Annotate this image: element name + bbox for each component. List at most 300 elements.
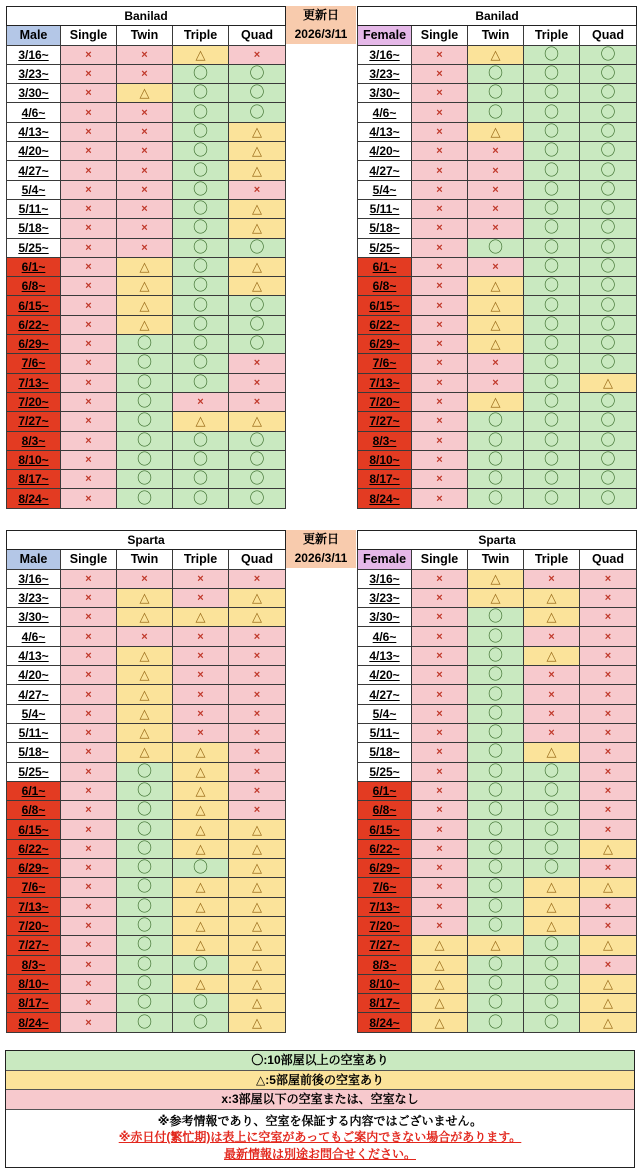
availability-single: ×	[61, 685, 117, 704]
table-row	[358, 897, 637, 916]
table-row	[358, 277, 637, 296]
week-date: 6/8~	[7, 801, 61, 820]
table-row	[7, 412, 286, 431]
availability-twin: ×	[117, 180, 173, 199]
week-date: 4/6~	[7, 103, 61, 122]
week-date: 7/27~	[7, 412, 61, 431]
availability-twin: 〇	[468, 916, 524, 935]
availability-twin: △	[117, 685, 173, 704]
availability-twin: △	[117, 296, 173, 315]
table-row	[358, 219, 637, 238]
week-date: 3/16~	[358, 45, 412, 64]
availability-quad: △	[580, 839, 637, 858]
availability-single: ×	[61, 45, 117, 64]
availability-quad: ×	[580, 569, 637, 588]
availability-quad: ×	[580, 781, 637, 800]
week-date: 5/11~	[7, 723, 61, 742]
availability-twin: △	[468, 588, 524, 607]
availability-quad: 〇	[229, 315, 286, 334]
week-date: 7/6~	[7, 878, 61, 897]
availability-quad: ×	[229, 685, 286, 704]
availability-single: ×	[61, 1013, 117, 1032]
availability-quad: △	[229, 588, 286, 607]
week-date: 7/20~	[7, 916, 61, 935]
availability-single: △	[412, 936, 468, 955]
week-date: 8/3~	[358, 431, 412, 450]
availability-twin: 〇	[468, 859, 524, 878]
availability-twin: 〇	[117, 450, 173, 469]
availability-single: ×	[61, 122, 117, 141]
availability-twin: △	[117, 723, 173, 742]
availability-triple: △	[524, 916, 580, 935]
availability-triple: ×	[524, 666, 580, 685]
availability-twin: 〇	[468, 238, 524, 257]
availability-triple: 〇	[524, 180, 580, 199]
week-date: 8/17~	[7, 994, 61, 1013]
week-date: 5/11~	[7, 199, 61, 218]
table-title: Sparta	[358, 531, 637, 550]
availability-quad: ×	[229, 801, 286, 820]
table-row	[7, 373, 286, 392]
availability-triple: 〇	[524, 354, 580, 373]
table-row	[358, 916, 637, 935]
availability-triple: △	[173, 974, 229, 993]
table-row	[7, 588, 286, 607]
availability-twin: ×	[117, 45, 173, 64]
week-date: 4/13~	[358, 122, 412, 141]
availability-twin: 〇	[468, 704, 524, 723]
availability-quad: ×	[580, 801, 637, 820]
availability-quad: ×	[580, 897, 637, 916]
update-label: 更新日	[302, 532, 339, 546]
availability-triple: ×	[173, 569, 229, 588]
week-date: 4/20~	[358, 666, 412, 685]
availability-twin: 〇	[117, 781, 173, 800]
availability-single: ×	[412, 685, 468, 704]
availability-quad: △	[229, 897, 286, 916]
availability-single: ×	[61, 199, 117, 218]
availability-quad: ×	[580, 627, 637, 646]
availability-quad: 〇	[229, 489, 286, 508]
availability-twin: 〇	[117, 762, 173, 781]
availability-single: ×	[61, 392, 117, 411]
week-date: 4/13~	[7, 646, 61, 665]
availability-single: ×	[61, 723, 117, 742]
legend-unavailable: x:3部屋以下の空室または、空室なし	[6, 1090, 634, 1110]
availability-quad: ×	[229, 354, 286, 373]
table-row	[7, 839, 286, 858]
availability-triple: 〇	[173, 335, 229, 354]
availability-triple: 〇	[524, 238, 580, 257]
availability-quad: △	[580, 878, 637, 897]
table-row	[358, 354, 637, 373]
note-reference: ※参考情報であり、空室を保証する内容ではございません。	[157, 1113, 483, 1128]
table-title: Banilad	[7, 7, 286, 26]
week-date: 3/16~	[358, 569, 412, 588]
week-date: 5/4~	[7, 704, 61, 723]
availability-twin: △	[117, 646, 173, 665]
week-date: 8/24~	[7, 1013, 61, 1032]
table-row	[7, 335, 286, 354]
availability-single: ×	[412, 45, 468, 64]
week-date: 5/25~	[7, 762, 61, 781]
availability-quad: ×	[229, 373, 286, 392]
availability-twin: 〇	[468, 723, 524, 742]
week-date: 6/22~	[358, 839, 412, 858]
availability-twin: 〇	[117, 839, 173, 858]
availability-quad: ×	[580, 762, 637, 781]
availability-quad: 〇	[580, 84, 637, 103]
table-row	[358, 588, 637, 607]
table-row	[358, 142, 637, 161]
availability-single: ×	[61, 489, 117, 508]
availability-triple: 〇	[524, 122, 580, 141]
week-date: 5/25~	[358, 238, 412, 257]
availability-twin: 〇	[117, 412, 173, 431]
availability-single: ×	[61, 859, 117, 878]
table-row	[358, 199, 637, 218]
week-date: 5/18~	[358, 743, 412, 762]
availability-single: ×	[412, 450, 468, 469]
table-row	[7, 431, 286, 450]
availability-quad: 〇	[580, 257, 637, 276]
availability-quad: 〇	[580, 431, 637, 450]
week-date: 7/20~	[358, 392, 412, 411]
availability-quad: △	[229, 199, 286, 218]
table-row	[7, 743, 286, 762]
table-row	[7, 627, 286, 646]
availability-quad: 〇	[580, 450, 637, 469]
availability-twin: 〇	[117, 392, 173, 411]
table-row	[7, 277, 286, 296]
availability-single: ×	[61, 257, 117, 276]
table-row	[358, 743, 637, 762]
table-row	[358, 315, 637, 334]
week-date: 6/15~	[358, 820, 412, 839]
availability-single: ×	[61, 354, 117, 373]
availability-triple: 〇	[524, 955, 580, 974]
availability-single: ×	[412, 238, 468, 257]
availability-single: ×	[412, 296, 468, 315]
availability-single: ×	[61, 974, 117, 993]
availability-twin: △	[117, 743, 173, 762]
availability-twin: 〇	[468, 608, 524, 627]
table-row	[7, 897, 286, 916]
table-row	[7, 84, 286, 103]
availability-single: △	[412, 974, 468, 993]
availability-triple: 〇	[173, 1013, 229, 1032]
table-row	[358, 1013, 637, 1032]
availability-quad: ×	[229, 704, 286, 723]
availability-triple: 〇	[524, 801, 580, 820]
week-date: 6/8~	[358, 277, 412, 296]
availability-single: ×	[412, 277, 468, 296]
availability-twin: 〇	[117, 955, 173, 974]
week-date: 7/20~	[7, 392, 61, 411]
availability-single: ×	[412, 743, 468, 762]
availability-triple: △	[524, 646, 580, 665]
availability-quad: 〇	[580, 142, 637, 161]
table-row	[358, 412, 637, 431]
week-date: 7/27~	[7, 936, 61, 955]
week-date: 8/3~	[358, 955, 412, 974]
table-row	[358, 84, 637, 103]
table-row	[7, 685, 286, 704]
table-row	[7, 801, 286, 820]
table-row	[358, 103, 637, 122]
availability-twin: △	[468, 277, 524, 296]
availability-single: ×	[61, 315, 117, 334]
availability-triple: 〇	[524, 257, 580, 276]
availability-quad: 〇	[229, 296, 286, 315]
availability-triple: 〇	[524, 762, 580, 781]
availability-twin: △	[117, 277, 173, 296]
availability-single: ×	[412, 64, 468, 83]
availability-triple: △	[173, 936, 229, 955]
column-header-single: Single	[412, 26, 468, 45]
week-date: 8/3~	[7, 431, 61, 450]
table-row	[358, 936, 637, 955]
availability-quad: △	[229, 936, 286, 955]
availability-single: ×	[412, 916, 468, 935]
table-row	[358, 608, 637, 627]
availability-triple: 〇	[524, 84, 580, 103]
availability-triple: 〇	[173, 315, 229, 334]
week-date: 4/27~	[358, 685, 412, 704]
table-row	[358, 45, 637, 64]
availability-triple: 〇	[524, 219, 580, 238]
availability-twin: 〇	[468, 1013, 524, 1032]
availability-triple: 〇	[524, 839, 580, 858]
availability-single: ×	[61, 238, 117, 257]
availability-twin: 〇	[117, 470, 173, 489]
availability-twin: 〇	[117, 897, 173, 916]
availability-triple: 〇	[173, 257, 229, 276]
availability-triple: 〇	[524, 392, 580, 411]
table-row	[358, 801, 637, 820]
week-date: 6/15~	[7, 820, 61, 839]
availability-triple: 〇	[173, 354, 229, 373]
week-date: 5/11~	[358, 199, 412, 218]
availability-quad: △	[229, 161, 286, 180]
availability-quad: 〇	[229, 103, 286, 122]
table-row	[358, 257, 637, 276]
availability-quad: 〇	[229, 470, 286, 489]
table-row	[358, 431, 637, 450]
availability-triple: 〇	[173, 142, 229, 161]
availability-triple: 〇	[524, 489, 580, 508]
banilad-female-table	[357, 6, 637, 509]
table-row	[7, 1013, 286, 1032]
week-date: 4/20~	[7, 142, 61, 161]
availability-triple: △	[524, 588, 580, 607]
week-date: 8/10~	[358, 974, 412, 993]
availability-single: ×	[412, 354, 468, 373]
week-date: 7/6~	[358, 354, 412, 373]
availability-triple: △	[173, 897, 229, 916]
table-row	[7, 354, 286, 373]
availability-triple: △	[173, 743, 229, 762]
week-date: 5/4~	[358, 180, 412, 199]
availability-quad: 〇	[580, 296, 637, 315]
week-date: 6/22~	[358, 315, 412, 334]
table-row	[358, 569, 637, 588]
week-date: 4/20~	[358, 142, 412, 161]
availability-triple: 〇	[524, 820, 580, 839]
availability-triple: △	[173, 608, 229, 627]
availability-single: ×	[61, 373, 117, 392]
availability-quad: △	[229, 122, 286, 141]
column-header-quad: Quad	[229, 26, 286, 45]
availability-quad: 〇	[229, 84, 286, 103]
availability-twin: 〇	[468, 84, 524, 103]
availability-twin: 〇	[468, 897, 524, 916]
availability-triple: △	[173, 781, 229, 800]
availability-triple: △	[173, 412, 229, 431]
availability-quad: 〇	[580, 412, 637, 431]
availability-single: ×	[412, 335, 468, 354]
availability-single: ×	[61, 335, 117, 354]
availability-single: ×	[61, 704, 117, 723]
availability-single: △	[412, 1013, 468, 1032]
week-date: 5/25~	[358, 762, 412, 781]
week-date: 8/17~	[358, 994, 412, 1013]
availability-single: ×	[61, 64, 117, 83]
table-row	[7, 122, 286, 141]
availability-twin: ×	[468, 199, 524, 218]
week-date: 5/25~	[7, 238, 61, 257]
table-row	[7, 878, 286, 897]
availability-triple: △	[173, 916, 229, 935]
notes	[6, 1110, 634, 1163]
gender-header: Female	[358, 550, 412, 569]
availability-quad: ×	[580, 859, 637, 878]
availability-single: ×	[412, 180, 468, 199]
availability-triple: ×	[524, 627, 580, 646]
availability-single: ×	[61, 588, 117, 607]
availability-triple: 〇	[524, 161, 580, 180]
column-header-triple: Triple	[173, 26, 229, 45]
availability-twin: △	[468, 122, 524, 141]
availability-quad: 〇	[580, 103, 637, 122]
availability-twin: 〇	[468, 412, 524, 431]
availability-single: ×	[61, 781, 117, 800]
table-row	[358, 646, 637, 665]
availability-triple: ×	[173, 646, 229, 665]
availability-triple: ×	[173, 666, 229, 685]
availability-single: ×	[412, 588, 468, 607]
availability-twin: ×	[468, 373, 524, 392]
availability-twin: 〇	[468, 450, 524, 469]
availability-triple: 〇	[173, 219, 229, 238]
availability-single: ×	[61, 936, 117, 955]
availability-twin: △	[117, 608, 173, 627]
week-date: 3/16~	[7, 569, 61, 588]
availability-single: ×	[412, 431, 468, 450]
availability-twin: ×	[117, 627, 173, 646]
table-row	[358, 666, 637, 685]
availability-triple: 〇	[173, 103, 229, 122]
week-date: 3/23~	[7, 588, 61, 607]
availability-single: ×	[412, 315, 468, 334]
availability-twin: 〇	[117, 916, 173, 935]
availability-quad: △	[580, 936, 637, 955]
availability-single: ×	[61, 450, 117, 469]
table-row	[7, 199, 286, 218]
availability-quad: 〇	[580, 64, 637, 83]
availability-single: ×	[412, 142, 468, 161]
table-row	[358, 955, 637, 974]
week-date: 6/1~	[7, 781, 61, 800]
availability-triple: 〇	[524, 199, 580, 218]
availability-twin: 〇	[117, 431, 173, 450]
note-peak-warning: ※赤日付(繁忙期)は表上に空室があってもご案内できない場合があります。	[118, 1130, 522, 1144]
availability-triple: 〇	[524, 335, 580, 354]
availability-quad: ×	[229, 781, 286, 800]
table-row	[358, 859, 637, 878]
table-row	[7, 916, 286, 935]
table-row	[7, 646, 286, 665]
week-date: 7/20~	[358, 916, 412, 935]
availability-single: ×	[61, 142, 117, 161]
availability-triple: △	[173, 820, 229, 839]
week-date: 4/6~	[358, 103, 412, 122]
table-row	[358, 296, 637, 315]
availability-triple: ×	[173, 685, 229, 704]
availability-single: ×	[412, 820, 468, 839]
gender-header: Female	[358, 26, 412, 45]
availability-quad: 〇	[580, 238, 637, 257]
table-row	[7, 936, 286, 955]
column-header-quad: Quad	[229, 550, 286, 569]
availability-twin: 〇	[468, 801, 524, 820]
availability-single: ×	[412, 257, 468, 276]
availability-triple: 〇	[173, 955, 229, 974]
availability-triple: 〇	[173, 859, 229, 878]
table-row	[358, 335, 637, 354]
availability-single: ×	[412, 704, 468, 723]
column-header-quad: Quad	[580, 550, 637, 569]
table-row	[358, 820, 637, 839]
availability-quad: △	[229, 608, 286, 627]
availability-triple: ×	[524, 723, 580, 742]
availability-quad: ×	[229, 392, 286, 411]
availability-single: ×	[61, 103, 117, 122]
availability-single: △	[412, 955, 468, 974]
availability-single: ×	[61, 839, 117, 858]
table-row	[7, 45, 286, 64]
availability-triple: ×	[173, 392, 229, 411]
availability-quad: ×	[229, 762, 286, 781]
availability-quad: ×	[229, 743, 286, 762]
table-row	[7, 219, 286, 238]
week-date: 8/24~	[358, 1013, 412, 1032]
table-row	[7, 704, 286, 723]
week-date: 8/10~	[7, 450, 61, 469]
availability-twin: 〇	[468, 762, 524, 781]
availability-quad: 〇	[580, 315, 637, 334]
week-date: 6/29~	[7, 859, 61, 878]
sparta-female-table	[357, 530, 637, 1033]
availability-twin: 〇	[468, 489, 524, 508]
availability-quad: ×	[580, 685, 637, 704]
availability-quad: 〇	[580, 392, 637, 411]
availability-twin: ×	[117, 142, 173, 161]
availability-single: ×	[61, 412, 117, 431]
availability-quad: ×	[580, 955, 637, 974]
update-date: 2026/3/11	[294, 27, 348, 41]
availability-single: ×	[61, 296, 117, 315]
